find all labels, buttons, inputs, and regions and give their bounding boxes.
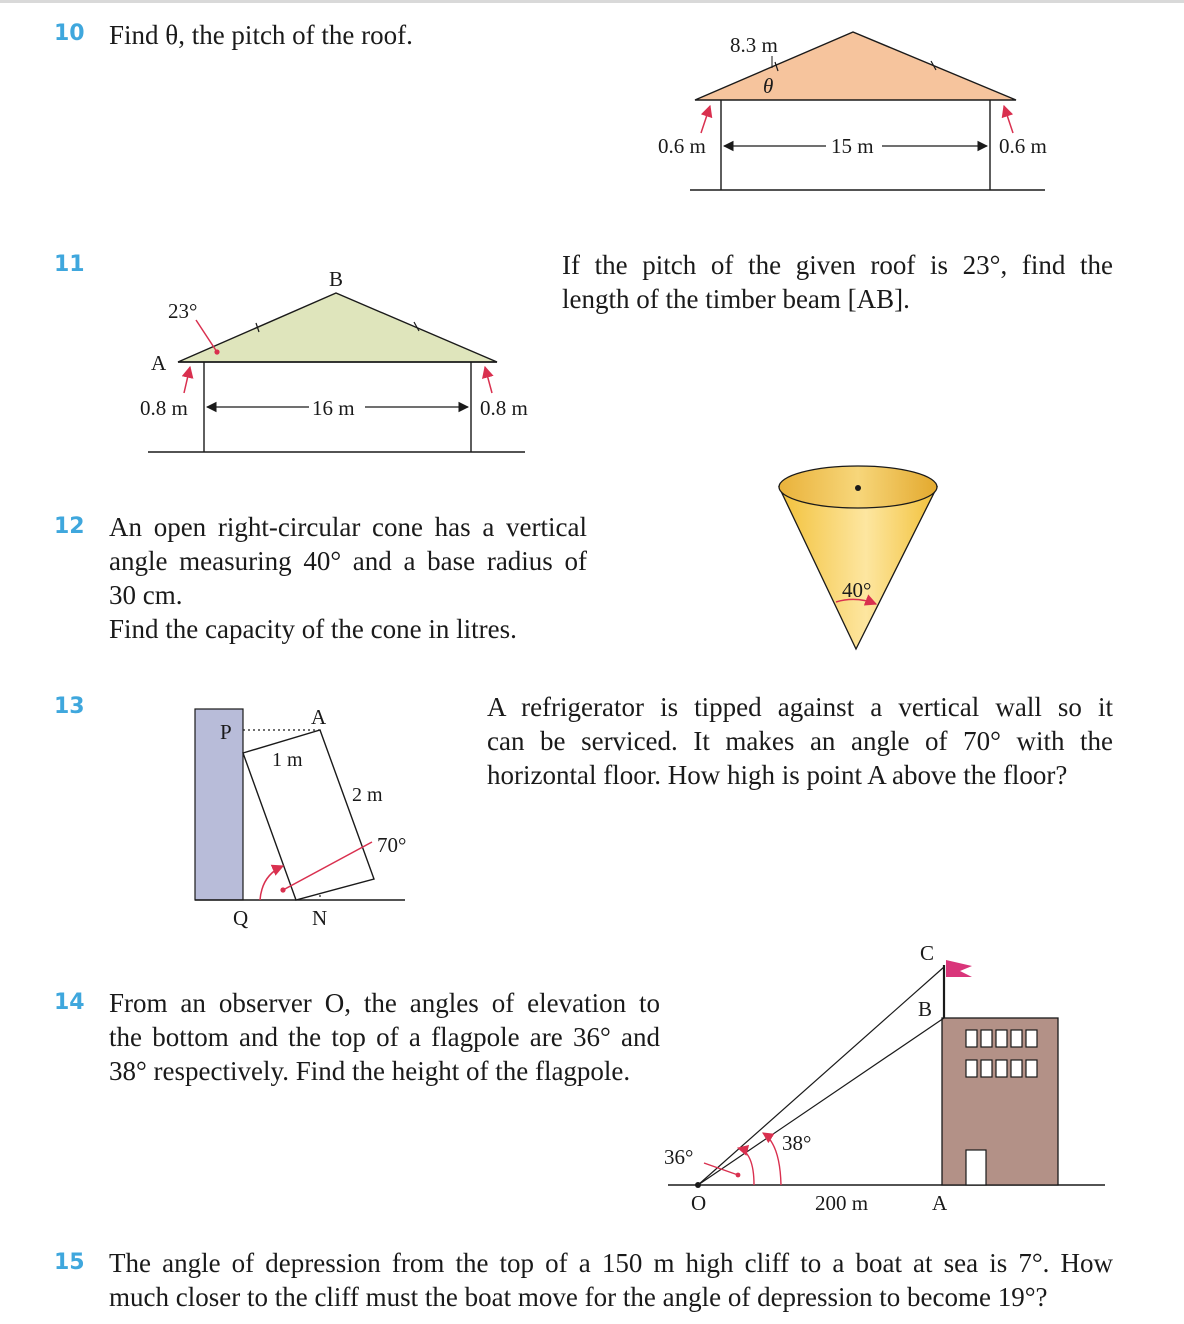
question-14-text [109,986,660,1088]
q11-line-1: If the pitch of the given roof is 23°, find the [562,250,1113,280]
pitch-angle-label: θ [763,74,774,98]
width-label: 15 m [831,134,874,158]
roof-slope-label: 8.3 m [730,33,778,57]
point-a-label: A [311,705,327,729]
width-label-q11: 16 m [312,396,355,420]
roof-q11 [178,293,497,362]
q14-line-3: 38° respectively. Find the height of the flagpole. [109,1056,631,1086]
q12-line-3: 30 cm. [109,580,183,610]
question-10-text: Find θ, the pitch of the roof. [109,20,413,50]
eave-right-label: 0.6 m [999,134,1047,158]
cone-body [779,487,937,649]
corner-a-label: A [151,351,167,375]
angle-36-label: 36° [664,1145,694,1169]
observer-o-label: O [691,1191,707,1215]
flag [946,960,972,977]
eave-right-label-q11: 0.8 m [480,396,528,420]
question-number-11: 11 [54,252,85,277]
point-b-label: B [918,997,933,1021]
point-p-label: P [220,720,232,744]
q12-line-4: Find the capacity of the cone in litres. [109,614,517,644]
q12-line-1: An open right-circular cone has a vertical [109,512,587,542]
q14-line-2: the bottom and the top of a flagpole are 36° and [109,1022,660,1052]
q14-line-1: From an observer O, the angles of elevation to [109,988,660,1018]
width-1m-label: 1 m [272,749,303,771]
question-number-10: 10 [54,21,85,46]
question-number-15: 15 [54,1250,85,1275]
eave-left-label-q11: 0.8 m [140,396,188,420]
angle-23-label: 23° [168,299,198,323]
apex-b-label: B [329,267,344,291]
question-15-text [109,1246,1113,1314]
refrigerator [243,730,374,900]
point-a-label-q14: A [932,1191,948,1215]
point-n-label: N [312,906,328,930]
question-number-14: 14 [54,990,85,1015]
q13-line-2: can be serviced. It makes an angle of 70° with the [487,726,1113,756]
q11-line-2: length of the timber beam [AB]. [562,284,910,314]
point-q-label: Q [233,906,249,930]
cone-angle-label: 40° [842,578,872,602]
wall [195,709,243,900]
eave-left-label: 0.6 m [658,134,706,158]
q13-line-3: horizontal floor. How high is point A above the floor? [487,760,1068,790]
question-13-text [487,690,1113,792]
distance-label: 200 m [815,1191,869,1215]
q15-line-2: much closer to the cliff must the boat move for the angle of depression to become 19°? [109,1282,1048,1312]
q15-line-1: The angle of depression from the top of a 150 m high cliff to a boat at sea is 7°. How [109,1248,1113,1278]
angle-70-label: 70° [377,833,407,857]
point-c-label: C [920,941,935,965]
question-11-text [562,248,1113,316]
height-2m-label: 2 m [352,784,383,806]
question-number-13: 13 [54,694,85,719]
q12-line-2: angle measuring 40° and a base radius of [109,546,587,576]
question-12-text [109,510,587,646]
question-number-12: 12 [54,514,85,539]
angle-38-label: 38° [782,1131,812,1155]
q13-line-1: A refrigerator is tipped against a vertical wall so it [487,692,1113,722]
